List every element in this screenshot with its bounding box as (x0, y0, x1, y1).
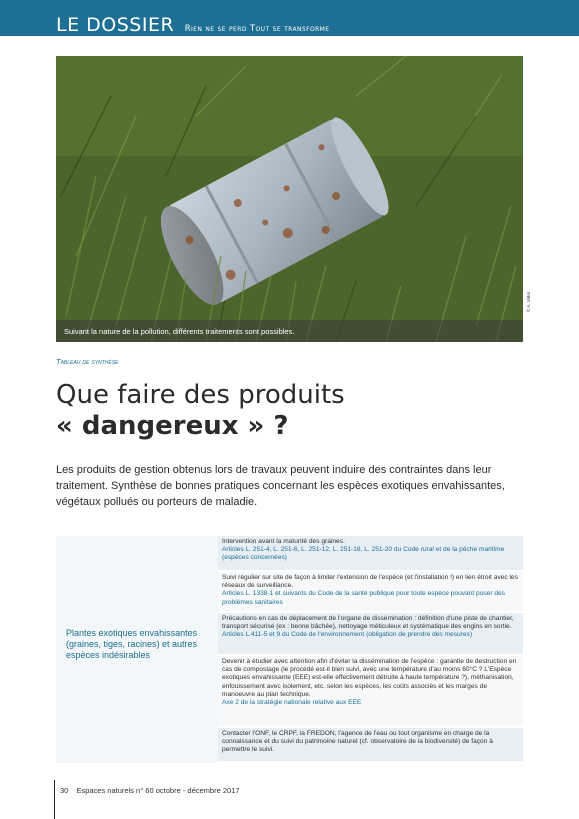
section-title (56, 14, 329, 36)
row-text: Intervention avant la maturité des graines. (222, 538, 345, 545)
row-reference: Articles L. 251-4, L. 251-6, L. 251-12, L. 251-18, L. 251-20 du Code rural et de la pêche maritime (espèces concernées) (222, 546, 505, 562)
page-number: 30 (60, 786, 69, 795)
article-kicker: Tableau de synthèse (56, 357, 119, 366)
footer-rule (54, 780, 55, 819)
article-intro: Les produits de gestion obtenus lors de travaux peuvent induire des contraintes dans leur traitement. Synthèse de bonnes pratiques concernant les espèces exotiques envahissantes, végétaux pollués ou porteurs de maladie. (56, 464, 505, 508)
table-row (218, 536, 523, 572)
table-row (218, 572, 523, 613)
title-line-2: « dangereux » ? (56, 411, 289, 441)
row-text: Suivi régulier sur site de façon à limiter l'extension de l'espèce (et l'installation !) en lien étroit avec les réseaux de surveillance. (222, 574, 518, 590)
row-reference: Articles L. 1338-1 et suivants du Code de la santé publique pour toute espèce pouvant poser des problèmes sanitaires (222, 590, 505, 606)
category-cell (56, 536, 218, 763)
title-line-1: Que faire des produits (56, 380, 345, 410)
photo-credit: © A. Vidal (526, 292, 531, 312)
article-title (56, 380, 345, 442)
article-photo (56, 56, 523, 342)
measures-column (218, 536, 523, 763)
synthesis-table (56, 536, 523, 763)
category-label: Plantes exotiques envahissantes (graines, tiges, racines) et autres espèces indésirables (66, 628, 198, 660)
table-row (218, 656, 523, 728)
section-subtitle: Rien ne se perd Tout se transforme (184, 24, 330, 34)
table-row (218, 613, 523, 656)
row-text: Devenir à étudier avec attention afin d'éviter la dissémination de l'espèce : garantie de destruction en cas de compostage (le procédé est-il bien suivi, avec une température d'au moins 60°C ? L'Espèce exotiques envahissante (EEE) est-elle effectivement détruite à haute température ?), méthanisation, enfouissement avec isolement, etc. selon les espèces, les coûts associés et les marges de manoeuvre au plan technique. (222, 658, 517, 698)
table-row (218, 728, 523, 763)
row-text: Contacter l'ONF, le CRPF, la FREDON, l'agence de l'eau ou tout organisme en charge de la connaissance et du suivi du patrimoine naturel (cf. observatoire de la biodiversité) de façon à permettre le suivi. (222, 730, 493, 754)
row-text: Précautions en cas de déplacement de l'organe de dissémination : définition d'une piste de chantier, transport sécurisé (ex : benne bâchée), nettoyage méticuleux et systématique des engins en sortie. (222, 615, 514, 631)
header-bar (0, 0, 579, 36)
publication-info: Espaces naturels n° 60 octobre - décembre 2017 (76, 786, 240, 795)
row-reference: Axe 2 de la stratégie nationale relative aux EEE (222, 699, 362, 707)
page-footer (60, 786, 240, 795)
row-reference: Articles L.411-5 et 9 du Code de l'environnement (obligation de prendre des mesures) (222, 631, 473, 639)
barrel-in-grass-image (56, 56, 523, 342)
photo-caption: Suivant la nature de la pollution, différents traitements sont possibles. (64, 327, 295, 336)
section-label: LE DOSSIER (56, 14, 175, 36)
